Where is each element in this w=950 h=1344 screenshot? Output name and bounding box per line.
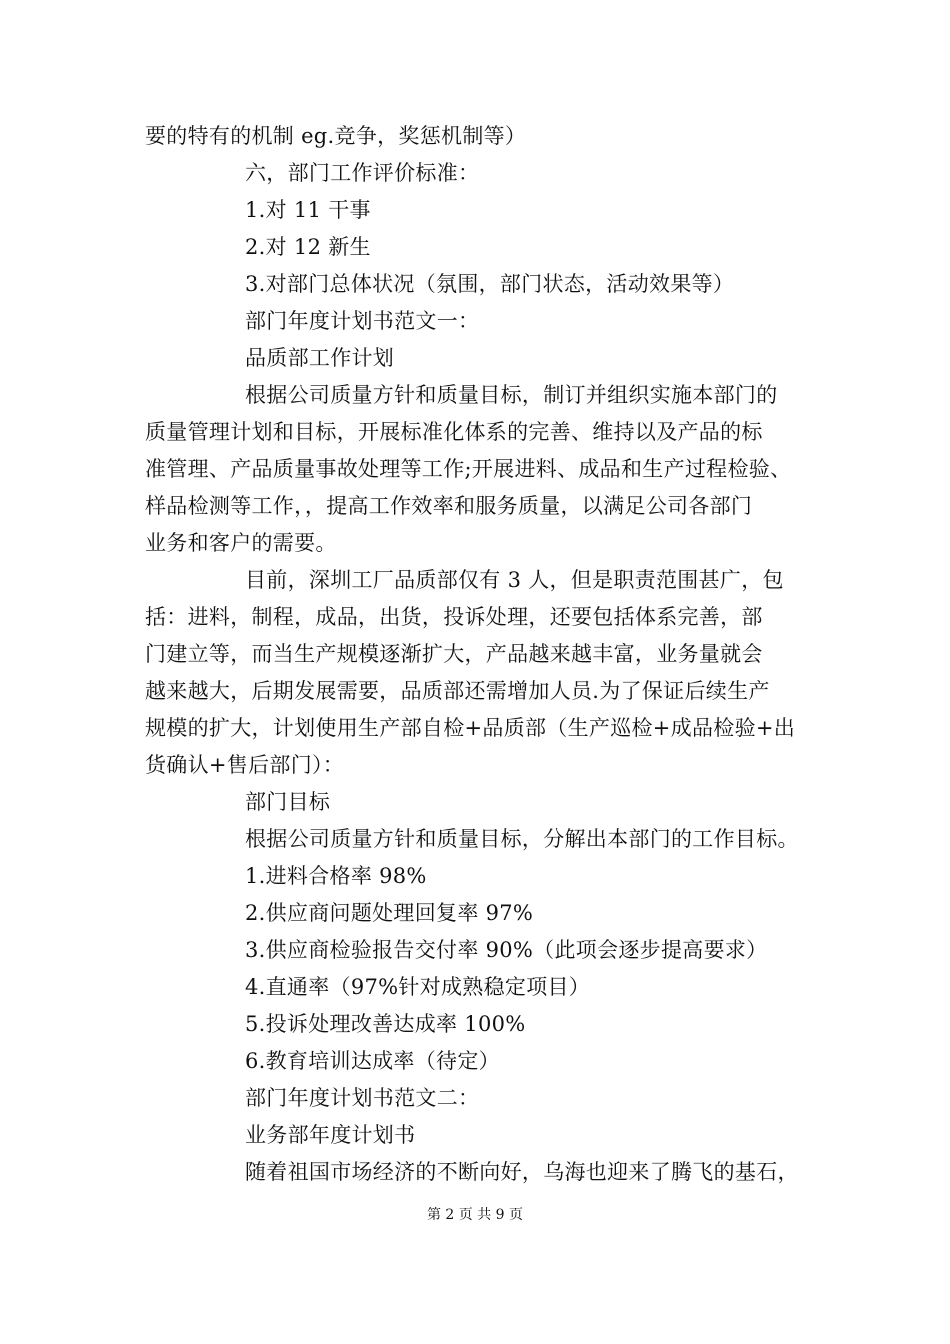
list-item: 3.对部门总体状况（氛围，部门状态，活动效果等） xyxy=(245,272,735,296)
section-heading: 六，部门工作评价标准： xyxy=(245,161,480,185)
text-line: 准管理、产品质量事故处理等工作;开展进料、成品和生产过程检验、 xyxy=(145,457,792,481)
targets-heading: 部门目标 xyxy=(245,790,331,814)
paragraph-current-status xyxy=(145,562,825,784)
list-item: 1.进料合格率 98% xyxy=(245,864,427,888)
targets-intro: 根据公司质量方针和质量目标，分解出本部门的工作目标。 xyxy=(245,827,799,851)
text-line: 业务和客户的需要。 xyxy=(145,531,337,555)
page-footer: 第 2 页 共 9 页 xyxy=(426,1207,524,1223)
text-line: 目前，深圳工厂品质部仅有 3 人，但是职责范围甚广，包 xyxy=(245,568,784,592)
sample-heading: 部门年度计划书范文二： xyxy=(245,1086,480,1110)
list-item: 3.供应商检验报告交付率 90%（此项会逐步提高要求） xyxy=(245,938,768,962)
document-body xyxy=(145,118,825,1191)
paragraph-quality-policy xyxy=(145,377,825,562)
list-item: 6.教育培训达成率（待定） xyxy=(245,1049,500,1073)
text-line: 括：进料，制程，成品，出货，投诉处理，还要包括体系完善，部 xyxy=(145,605,763,629)
text-line: 要的特有的机制 eg.竞争，奖惩机制等） xyxy=(145,124,527,148)
list-item: 2.对 12 新生 xyxy=(245,235,371,259)
list-item: 1.对 11 干事 xyxy=(245,198,371,222)
text-line: 随着祖国市场经济的不断向好，乌海也迎来了腾飞的基石， xyxy=(245,1160,799,1184)
plan-title: 业务部年度计划书 xyxy=(245,1123,416,1147)
list-item: 5.投诉处理改善达成率 100% xyxy=(245,1012,526,1036)
plan-title: 品质部工作计划 xyxy=(245,346,395,370)
text-line: 门建立等，而当生产规模逐渐扩大，产品越来越丰富，业务量就会 xyxy=(145,642,763,666)
text-line: 规模的扩大，计划使用生产部自检+品质部（生产巡检+成品检验+出 xyxy=(145,716,796,740)
text-line: 货确认+售后部门）： xyxy=(145,753,345,777)
text-line: 样品检测等工作，，提高工作效率和服务质量，以满足公司各部门 xyxy=(145,494,753,518)
list-item: 4.直通率（97%针对成熟稳定项目） xyxy=(245,975,591,999)
text-line: 质量管理计划和目标，开展标准化体系的完善、维持以及产品的标 xyxy=(145,420,763,444)
sample-heading: 部门年度计划书范文一： xyxy=(245,309,480,333)
text-line: 越来越大，后期发展需要，品质部还需增加人员.为了保证后续生产 xyxy=(145,679,770,703)
list-item: 2.供应商问题处理回复率 97% xyxy=(245,901,534,925)
text-line: 根据公司质量方针和质量目标，制订并组织实施本部门的 xyxy=(245,383,778,407)
